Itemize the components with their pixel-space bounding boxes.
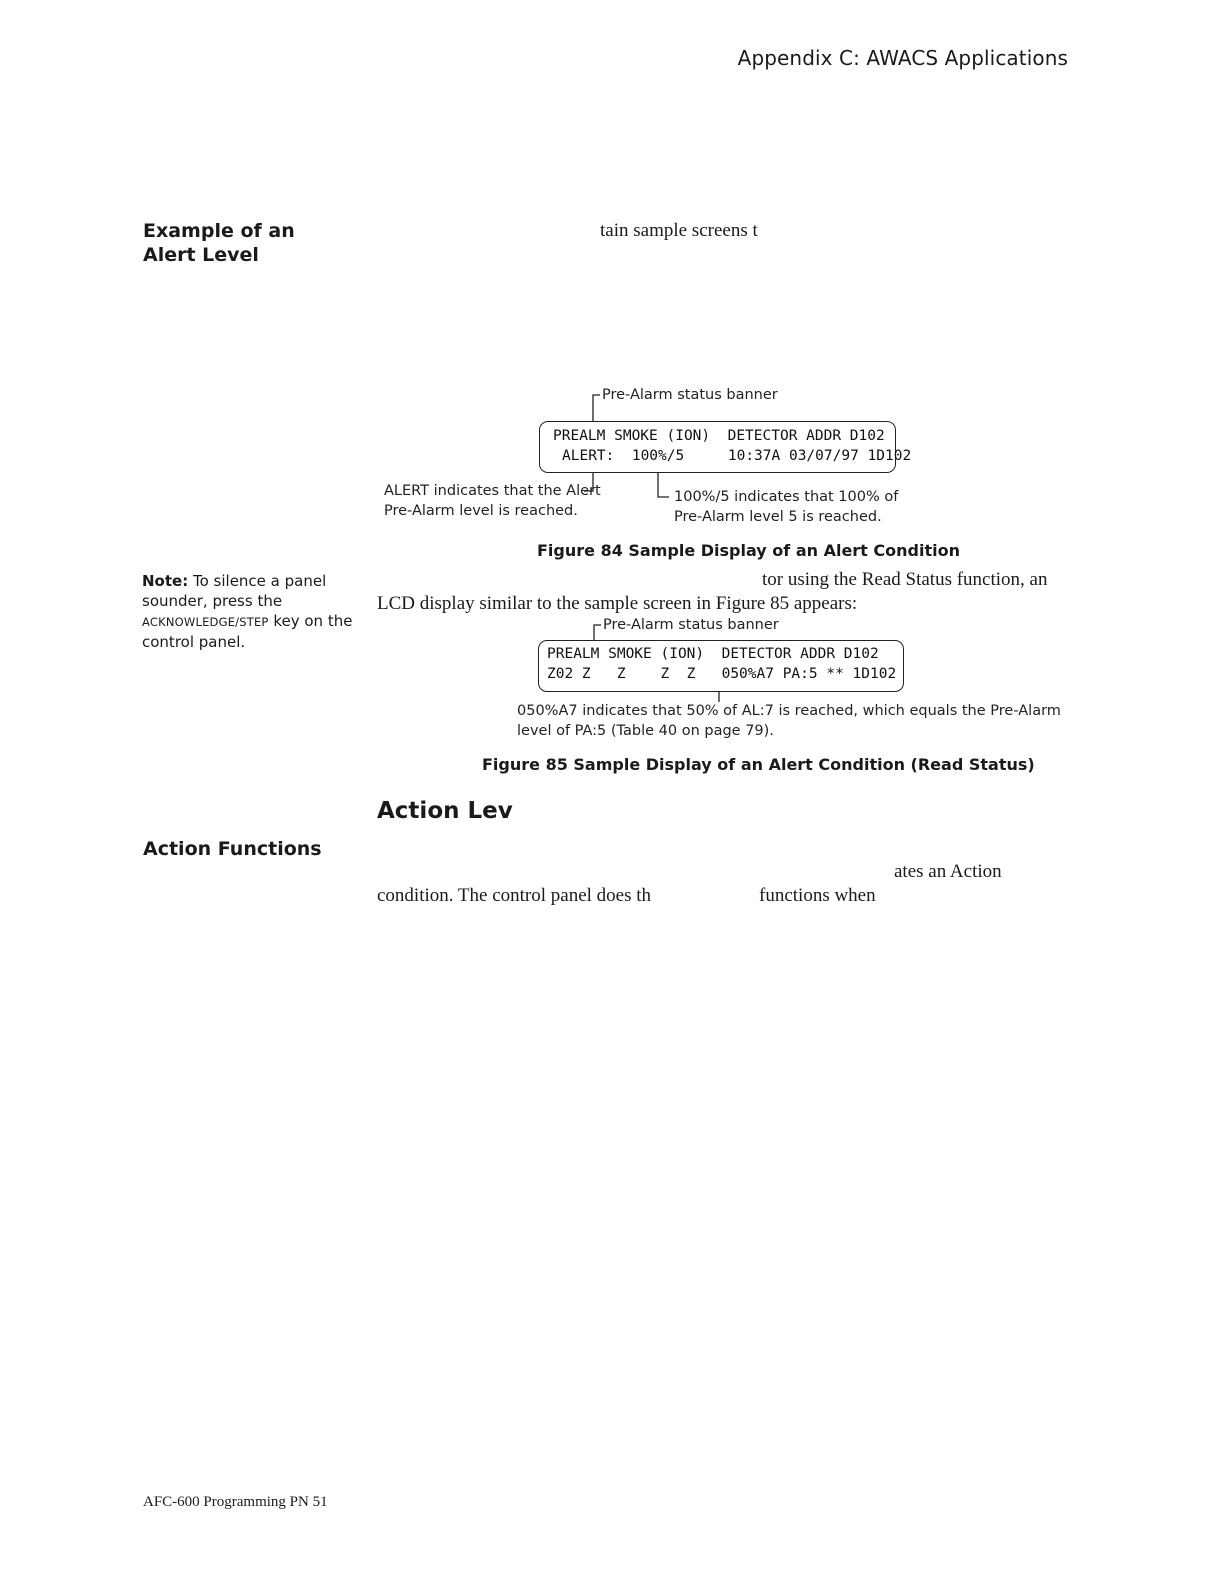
callout-line: 050%A7 indicates that 50% of AL:7 is reached, which equals the Pre-Alarm (517, 703, 1061, 719)
callout-line: ALERT indicates that the Alert (384, 483, 601, 499)
section-heading-action-functions: Action Functions (143, 838, 322, 860)
note-key-name: ACKNOWLEDGE/STEP (142, 615, 269, 629)
page-header-title: Appendix C: AWACS Applications (737, 46, 1068, 70)
note-text: To silence a panel sounder, press the (142, 572, 327, 610)
figure85-caption: Figure 85 Sample Display of an Alert Condition (Read Status) (482, 755, 1035, 774)
lcd-line-1: PREALM SMOKE (ION) DETECTOR ADDR D102 (553, 428, 885, 444)
figure84-caption: Figure 84 Sample Display of an Alert Condition (537, 541, 960, 560)
callout-line: level of PA:5 (Table 40 on page 79). (517, 723, 774, 739)
lcd-line-2: ALERT: 100%/5 10:37A 03/07/97 1D102 (562, 448, 912, 464)
figure84-banner-label: Pre-Alarm status banner (602, 387, 778, 403)
figure85-banner-label: Pre-Alarm status banner (603, 617, 779, 633)
section-heading-example-alert-level: Example of an Alert Level (143, 220, 295, 266)
margin-note (142, 571, 362, 652)
callout-line: Pre-Alarm level 5 is reached. (674, 509, 882, 525)
page-footer: AFC-600 Programming PN 51 (143, 1494, 328, 1510)
body-text-read-status-line2: LCD display similar to the sample screen in Figure 85 appears: (377, 593, 858, 614)
body-text-fragment: tain sample screens t (600, 220, 758, 241)
body-text-read-status-line1: tor using the Read Status function, an (762, 569, 1048, 590)
callout-line: Pre-Alarm level is reached. (384, 503, 578, 519)
figure85-lcd-display (538, 640, 904, 692)
figure84-lcd-display (539, 421, 912, 473)
figure84-callout-percent (674, 487, 898, 527)
section-heading-action-level: Action Lev (377, 798, 513, 824)
figure85-callout (517, 701, 1061, 741)
lcd-line-2: Z02 Z Z Z Z 050%A7 PA:5 ** 1D102 (547, 666, 897, 682)
callout-line: 100%/5 indicates that 100% of (674, 489, 899, 505)
body-text-action-line1: ates an Action (894, 861, 1002, 882)
body-text-action-line2b: functions when (759, 885, 876, 906)
note-label: Note: (142, 572, 189, 590)
body-text-action-line2a: condition. The control panel does th (377, 885, 652, 906)
note-text: key on the control panel. (142, 612, 353, 651)
figure84-callout-alert (384, 481, 601, 521)
lcd-line-1: PREALM SMOKE (ION) DETECTOR ADDR D102 (547, 646, 879, 662)
